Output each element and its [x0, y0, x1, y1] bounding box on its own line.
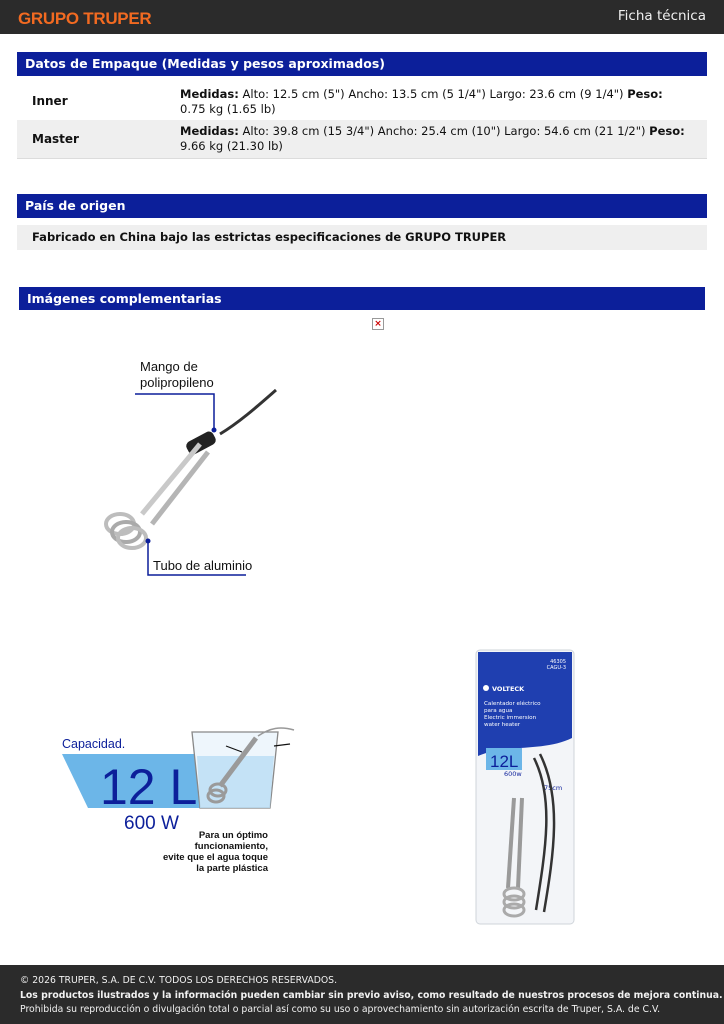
weight-label: Peso:: [649, 124, 685, 138]
footer-notice: Los productos ilustrados y la información pueden cambiar sin previo aviso, como resultado de nuestros procesos de mejora continua.: [20, 990, 723, 1001]
capacity-value: 12 L: [100, 759, 198, 815]
brand-logo[interactable]: GRUPO TRUPER: [18, 9, 152, 28]
broken-image-icon: ×: [372, 318, 384, 330]
svg-text:para agua: para agua: [484, 708, 513, 714]
weight-label: Peso:: [627, 87, 663, 101]
top-bar: [0, 0, 724, 34]
images-section-title: Imágenes complementarias: [19, 287, 705, 310]
svg-text:water heater: water heater: [484, 722, 521, 728]
capacity-image: [58, 722, 298, 882]
measures-text: Alto: 12.5 cm (5") Ancho: 13.5 cm (5 1/4") Largo: 23.6 cm (9 1/4"): [242, 87, 624, 101]
row-label: Master: [32, 132, 79, 146]
package-brand: VOLTECK: [492, 685, 525, 693]
origin-section-title: País de origen: [17, 194, 707, 218]
note-line4: la parte plástica: [196, 863, 268, 874]
row-value: [180, 124, 685, 154]
power-value: 600 W: [124, 813, 179, 834]
package-capacity: 12L: [490, 752, 519, 771]
package-image: [474, 648, 578, 926]
row-label: Inner: [32, 94, 68, 108]
volteck-logo-icon: [483, 685, 489, 691]
packaging-row-master: [17, 120, 707, 159]
footer-copyright: © 2026 TRUPER, S.A. DE C.V. TODOS LOS DERECHOS RESERVADOS.: [20, 975, 338, 986]
footer: [0, 965, 724, 1024]
package-cable: 75cm: [544, 784, 563, 792]
packaging-row-inner: [17, 80, 707, 120]
heater-callout-image: [90, 352, 290, 582]
callout-handle-line1: Mango de: [140, 359, 198, 374]
heater-handle: [184, 430, 217, 456]
note-line2: funcionamiento,: [194, 841, 268, 852]
svg-text:Calentador eléctrico: Calentador eléctrico: [484, 701, 541, 707]
measures-label: Medidas:: [180, 124, 239, 138]
weight-text: 0.75 kg (1.65 lb): [180, 102, 276, 116]
packaging-section-title: Datos de Empaque (Medidas y pesos aproximados): [17, 52, 707, 76]
heater-cable: [220, 390, 276, 434]
capacity-label: Capacidad.: [62, 737, 126, 751]
measures-text: Alto: 39.8 cm (15 3/4") Ancho: 25.4 cm (10") Largo: 54.6 cm (21 1/2"): [242, 124, 646, 138]
package-power: 600w: [504, 770, 522, 778]
note-line1: Para un óptimo: [198, 830, 268, 841]
svg-text:46305: 46305: [550, 659, 566, 665]
callout-tube: Tubo de aluminio: [153, 558, 253, 573]
weight-text: 9.66 kg (21.30 lb): [180, 139, 283, 153]
measures-label: Medidas:: [180, 87, 239, 101]
origin-text: Fabricado en China bajo las estrictas especificaciones de GRUPO TRUPER: [17, 225, 707, 250]
document-type: Ficha técnica: [617, 8, 706, 24]
footer-legal: Prohibida su reproducción o divulgación total o parcial así como su uso o aprovechamiento sin autorización escrita de Truper, S.A. de C.V.: [20, 1004, 661, 1015]
svg-text:Electric immersion: Electric immersion: [484, 715, 537, 721]
svg-text:CAGU-3: CAGU-3: [546, 665, 566, 671]
note-line3: evite que el agua toque: [162, 852, 268, 863]
row-value: [180, 87, 685, 117]
callout-handle-line2: polipropileno: [140, 375, 214, 390]
